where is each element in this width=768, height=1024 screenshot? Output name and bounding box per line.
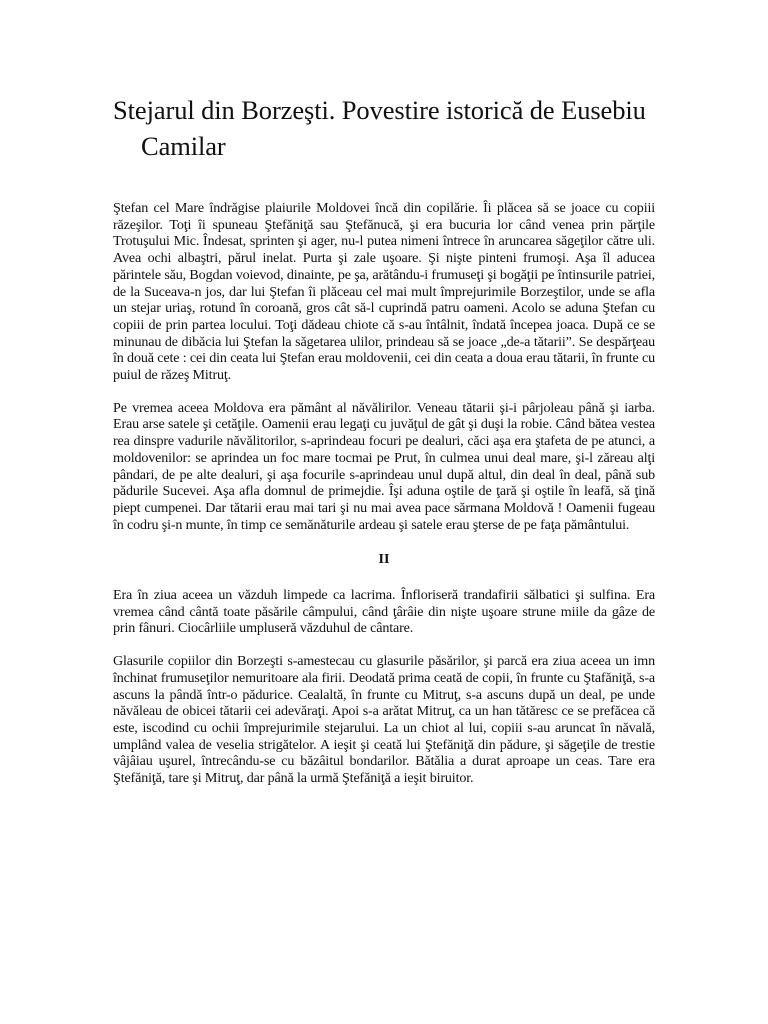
- paragraph-3: Era în ziua aceea un văzduh limpede ca lacrima. Înfloriseră trandafirii sălbatici şi sulfina. Era vremea când cântă toate păsările câmpului, când ţârâie din nişte uşoare strune miile da gâze de prin fânuri. Ciocârliile umpluseră văzduhul de cântare.: [113, 587, 655, 637]
- document-title: Stejarul din Borzeşti. Povestire istorică de Eusebiu Camilar: [113, 95, 646, 161]
- paragraph-2: Pe vremea aceea Moldova era pământ al năvălirilor. Veneau tătarii şi-i pârjoleau până şi iarba. Erau arse satele şi cetăţile. Oamenii erau legaţi cu juvăţul de gât şi duşi la robie. Când bătea vestea rea dinspre vadurile năvălitorilor, s-aprindeau focuri pe dealuri, căci aşa era ştafeta de pe atunci, a moldovenilor: se aprindea un foc mare tocmai pe Prut, în culmea unui deal mare, şi-l zăreau alţi pândari, de pe alte dealuri, şi aşa focurile s-aprindeau unul după altul, din deal în deal, până sub pădurile Sucevei. Aşa afla domnul de primejdie. Îşi aduna oştile de ţară şi oştile în leafă, să ţină piept cumpenei. Dar tătarii erau mai tari şi nu mai avea pace sărmana Moldovă ! Oamenii fugeau în codru şi-n munte, în timp ce semănăturile ardeau şi satele erau şterse de pe faţa pământului.: [113, 399, 655, 533]
- paragraph-1: Ştefan cel Mare îndrăgise plaiurile Moldovei încă din copilărie. Îi plăcea să se joace cu copiii răzeşilor. Toţi îi spuneau Ştefăniţă sau Ştefănucă, şi era bucuria lor când venea prin părţile Trotuşului Mic. Îndesat, sprinten şi ager, nu-l putea nimeni întrece în aruncarea săgeţilor către uli. Avea ochi albaştri, părul inelat. Purta şi zale uşoare. Şi nişte pinteni frumoşi. Aşa îl aducea părintele său, Bogdan voievod, dinainte, pe şa, arătându-i frumuseţi şi bogăţii pe întinsurile patriei, de la Suceava-n jos, dar lui Ştefan îi plăceau cel mai mult împrejurimile Borzeştilor, unde se afla un stejar uriaş, rotund în coroană, gros cât să-l cuprindă patru oameni. Acolo se aduna Ştefan cu copiii de prin partea locului. Toţi dădeau chiote că s-au întâlnit, îndată începea joaca. După ce se minunau de dibăcia lui Ştefan la săgetarea ulilor, prindeau să se joace „de-a tătarii”. Se despărţeau în două cete : cei din ceata lui Ştefan erau moldovenii, cei din ceata a doua erau tătarii, în frunte cu puiul de răzeş Mitruţ.: [113, 200, 655, 384]
- section-heading: II: [378, 551, 390, 568]
- paragraph-4: Glasurile copiilor din Borzeşti s-amestecau cu glasurile păsărilor, şi parcă era ziua aceea un imn închinat frumuseţilor nemuritoare ala firii. Deodată prima ceată de copii, în frunte cu Ştafăniţă, s-a ascuns la pândă într-o pădurice. Cealaltă, în frunte cu Mitruţ, s-a ascuns după un deal, pe unde năvăleau de obicei tătarii cei adevăraţi. Apoi s-a arătat Mitruţ, ca un han tătăresc ce se prefăcea că este, iscodind cu ochii împrejurimile stejarului. La un chiot al lui, copiii s-au aruncat în năvală, umplând valea de veselia strigătelor. A ieşit şi ceată lui Ştefăniţă din pădure, şi săgeţile de trestie vâjâiau uşurel, întrecându-se cu băzâitul bondarilor. Bătălia a durat aproape un ceas. Tare era Ştefăniţă, tare şi Mitruţ, dar până la urmă Ştefăniţă a ieşit biruitor.: [113, 653, 655, 787]
- document-page: [113, 92, 655, 787]
